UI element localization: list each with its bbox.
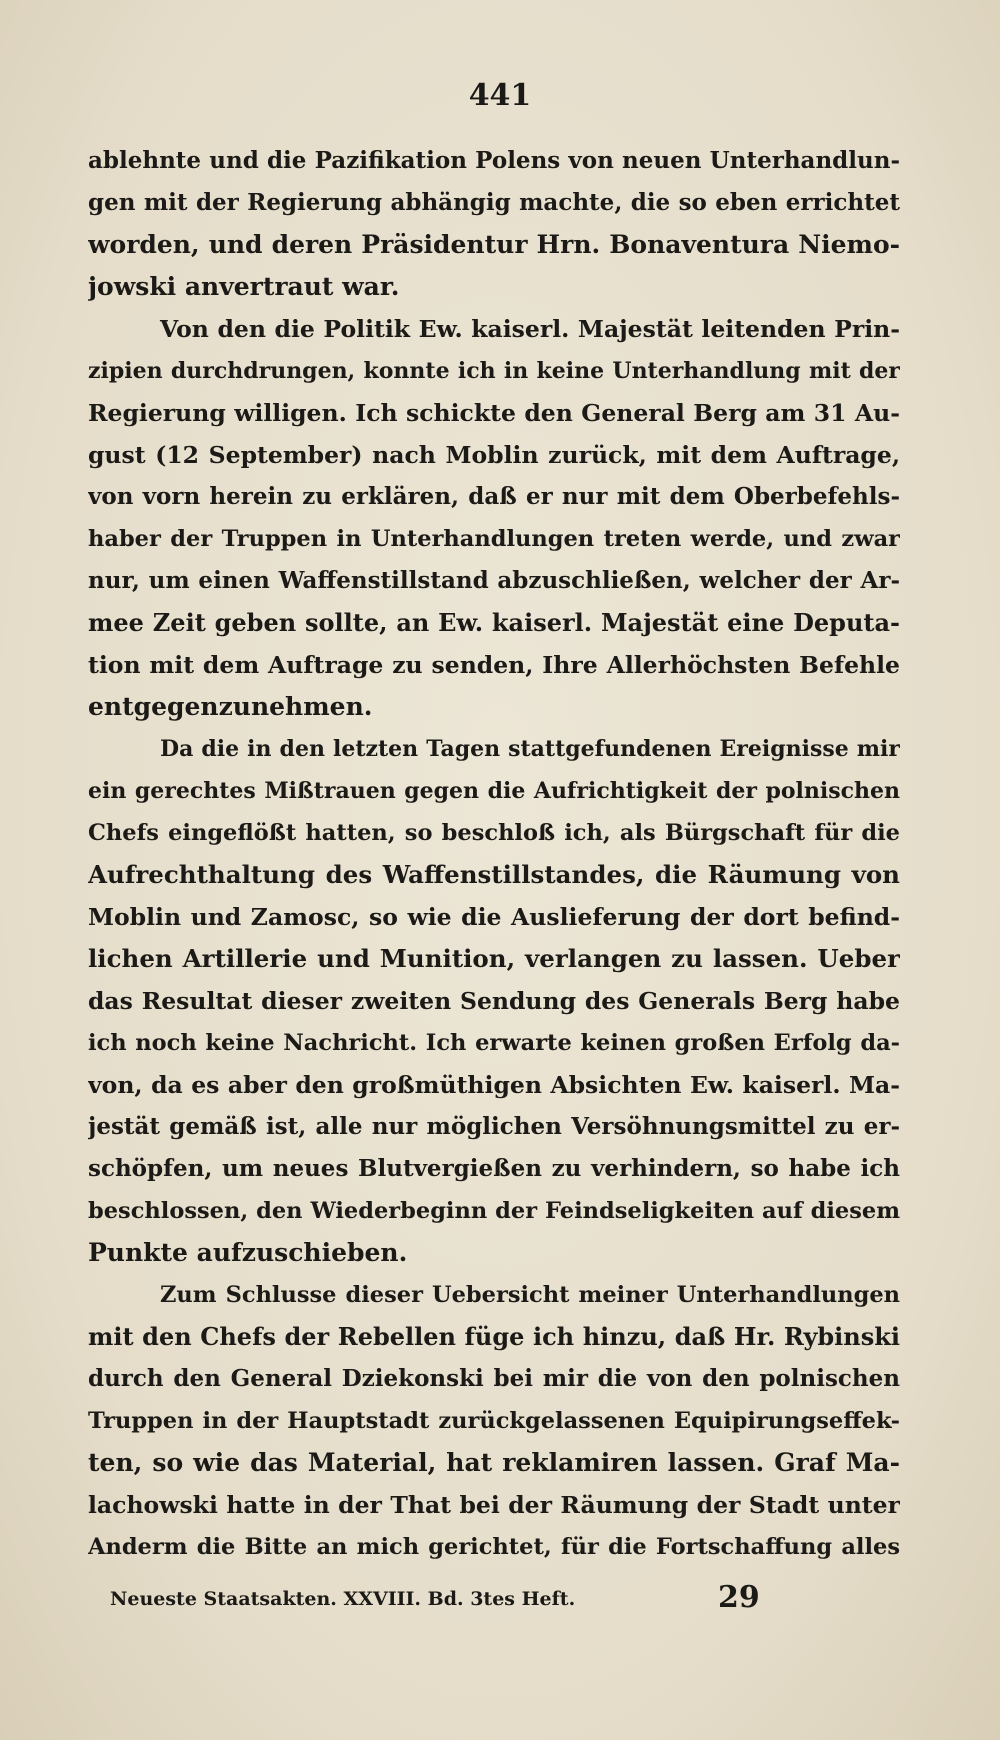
text-line: ein gerechtes Mißtrauen gegen die Aufrichtigkeit der polnischen <box>88 778 900 804</box>
text-line: lichen Artillerie und Munition, verlangen zu lassen. Ueber <box>88 944 900 973</box>
body-text <box>88 140 900 1568</box>
text-line: Regierung willigen. Ich schickte den General Berg am 31 Au- <box>88 399 900 427</box>
text-line: von, da es aber den großmüthigen Absichten Ew. kaiserl. Ma- <box>88 1071 900 1099</box>
text-line: schöpfen, um neues Blutvergießen zu verhindern, so habe ich <box>88 1155 900 1182</box>
text-line: nur, um einen Waffenstillstand abzuschließen, welcher der Ar- <box>88 567 900 594</box>
text-line: von vorn herein zu erklären, daß er nur mit dem Oberbefehls- <box>88 483 900 510</box>
text-line: worden, und deren Präsidentur Hrn. Bonaventura Niemo- <box>88 230 900 259</box>
text-line: gust (12 September) nach Moblin zurück, mit dem Auftrage, <box>88 441 900 469</box>
text-line: zipien durchdrungen, konnte ich in keine Unterhandlung mit der <box>88 358 900 384</box>
text-line: ich noch keine Nachricht. Ich erwarte keinen großen Erfolg da- <box>88 1030 900 1056</box>
text-line: ablehnte und die Pazifikation Polens von neuen Unterhandlun- <box>88 147 900 174</box>
text-line: das Resultat dieser zweiten Sendung des Generals Berg habe <box>88 987 900 1015</box>
text-line: tion mit dem Auftrage zu senden, Ihre Allerhöchsten Befehle <box>88 651 900 679</box>
text-line: Da die in den letzten Tagen stattgefundenen Ereignisse mir <box>160 736 900 762</box>
text-line: Anderm die Bitte an mich gerichtet, für die Fortschaffung alles <box>88 1534 900 1560</box>
text-line: Von den die Politik Ew. kaiserl. Majestät leitenden Prin- <box>160 315 900 343</box>
signature-mark: 29 <box>718 1580 760 1615</box>
text-line: Truppen in der Hauptstadt zurückgelassenen Equipirungseffek- <box>88 1408 900 1434</box>
text-line: entgegenzunehmen. <box>88 692 373 721</box>
text-line: lachowski hatte in der That bei der Räumung der Stadt unter <box>88 1491 900 1519</box>
text-line: haber der Truppen in Unterhandlungen treten werde, und zwar <box>88 526 900 552</box>
text-line: Punkte aufzuschieben. <box>88 1238 408 1267</box>
text-line: ten, so wie das Material, hat reklamiren lassen. Graf Ma- <box>88 1448 900 1477</box>
text-line: jowski anvertraut war. <box>88 272 400 301</box>
text-line: gen mit der Regierung abhängig machte, die so eben errichtet <box>88 189 900 216</box>
text-line: Aufrechthaltung des Waffenstillstandes, die Räumung von <box>88 860 900 889</box>
text-line: jestät gemäß ist, alle nur möglichen Versöhnungsmittel zu er- <box>88 1113 900 1140</box>
footer-source-line: Neueste Staatsakten. XXVIII. Bd. 3tes Heft. <box>110 1588 576 1610</box>
text-line: mit den Chefs der Rebellen füge ich hinzu, daß Hr. Rybinski <box>88 1322 900 1351</box>
text-line: mee Zeit geben sollte, an Ew. kaiserl. Majestät eine Deputa- <box>88 608 900 637</box>
text-line: beschlossen, den Wiederbeginn der Feindseligkeiten auf diesem <box>88 1198 900 1224</box>
text-line: durch den General Dziekonski bei mir die von den polnischen <box>88 1365 900 1392</box>
text-line: Moblin und Zamosc, so wie die Auslieferung der dort befind- <box>88 903 900 931</box>
page-number: 441 <box>468 78 532 113</box>
text-line: Chefs eingeflößt hatten, so beschloß ich, als Bürgschaft für die <box>88 820 900 846</box>
text-line: Zum Schlusse dieser Uebersicht meiner Unterhandlungen <box>160 1282 900 1308</box>
